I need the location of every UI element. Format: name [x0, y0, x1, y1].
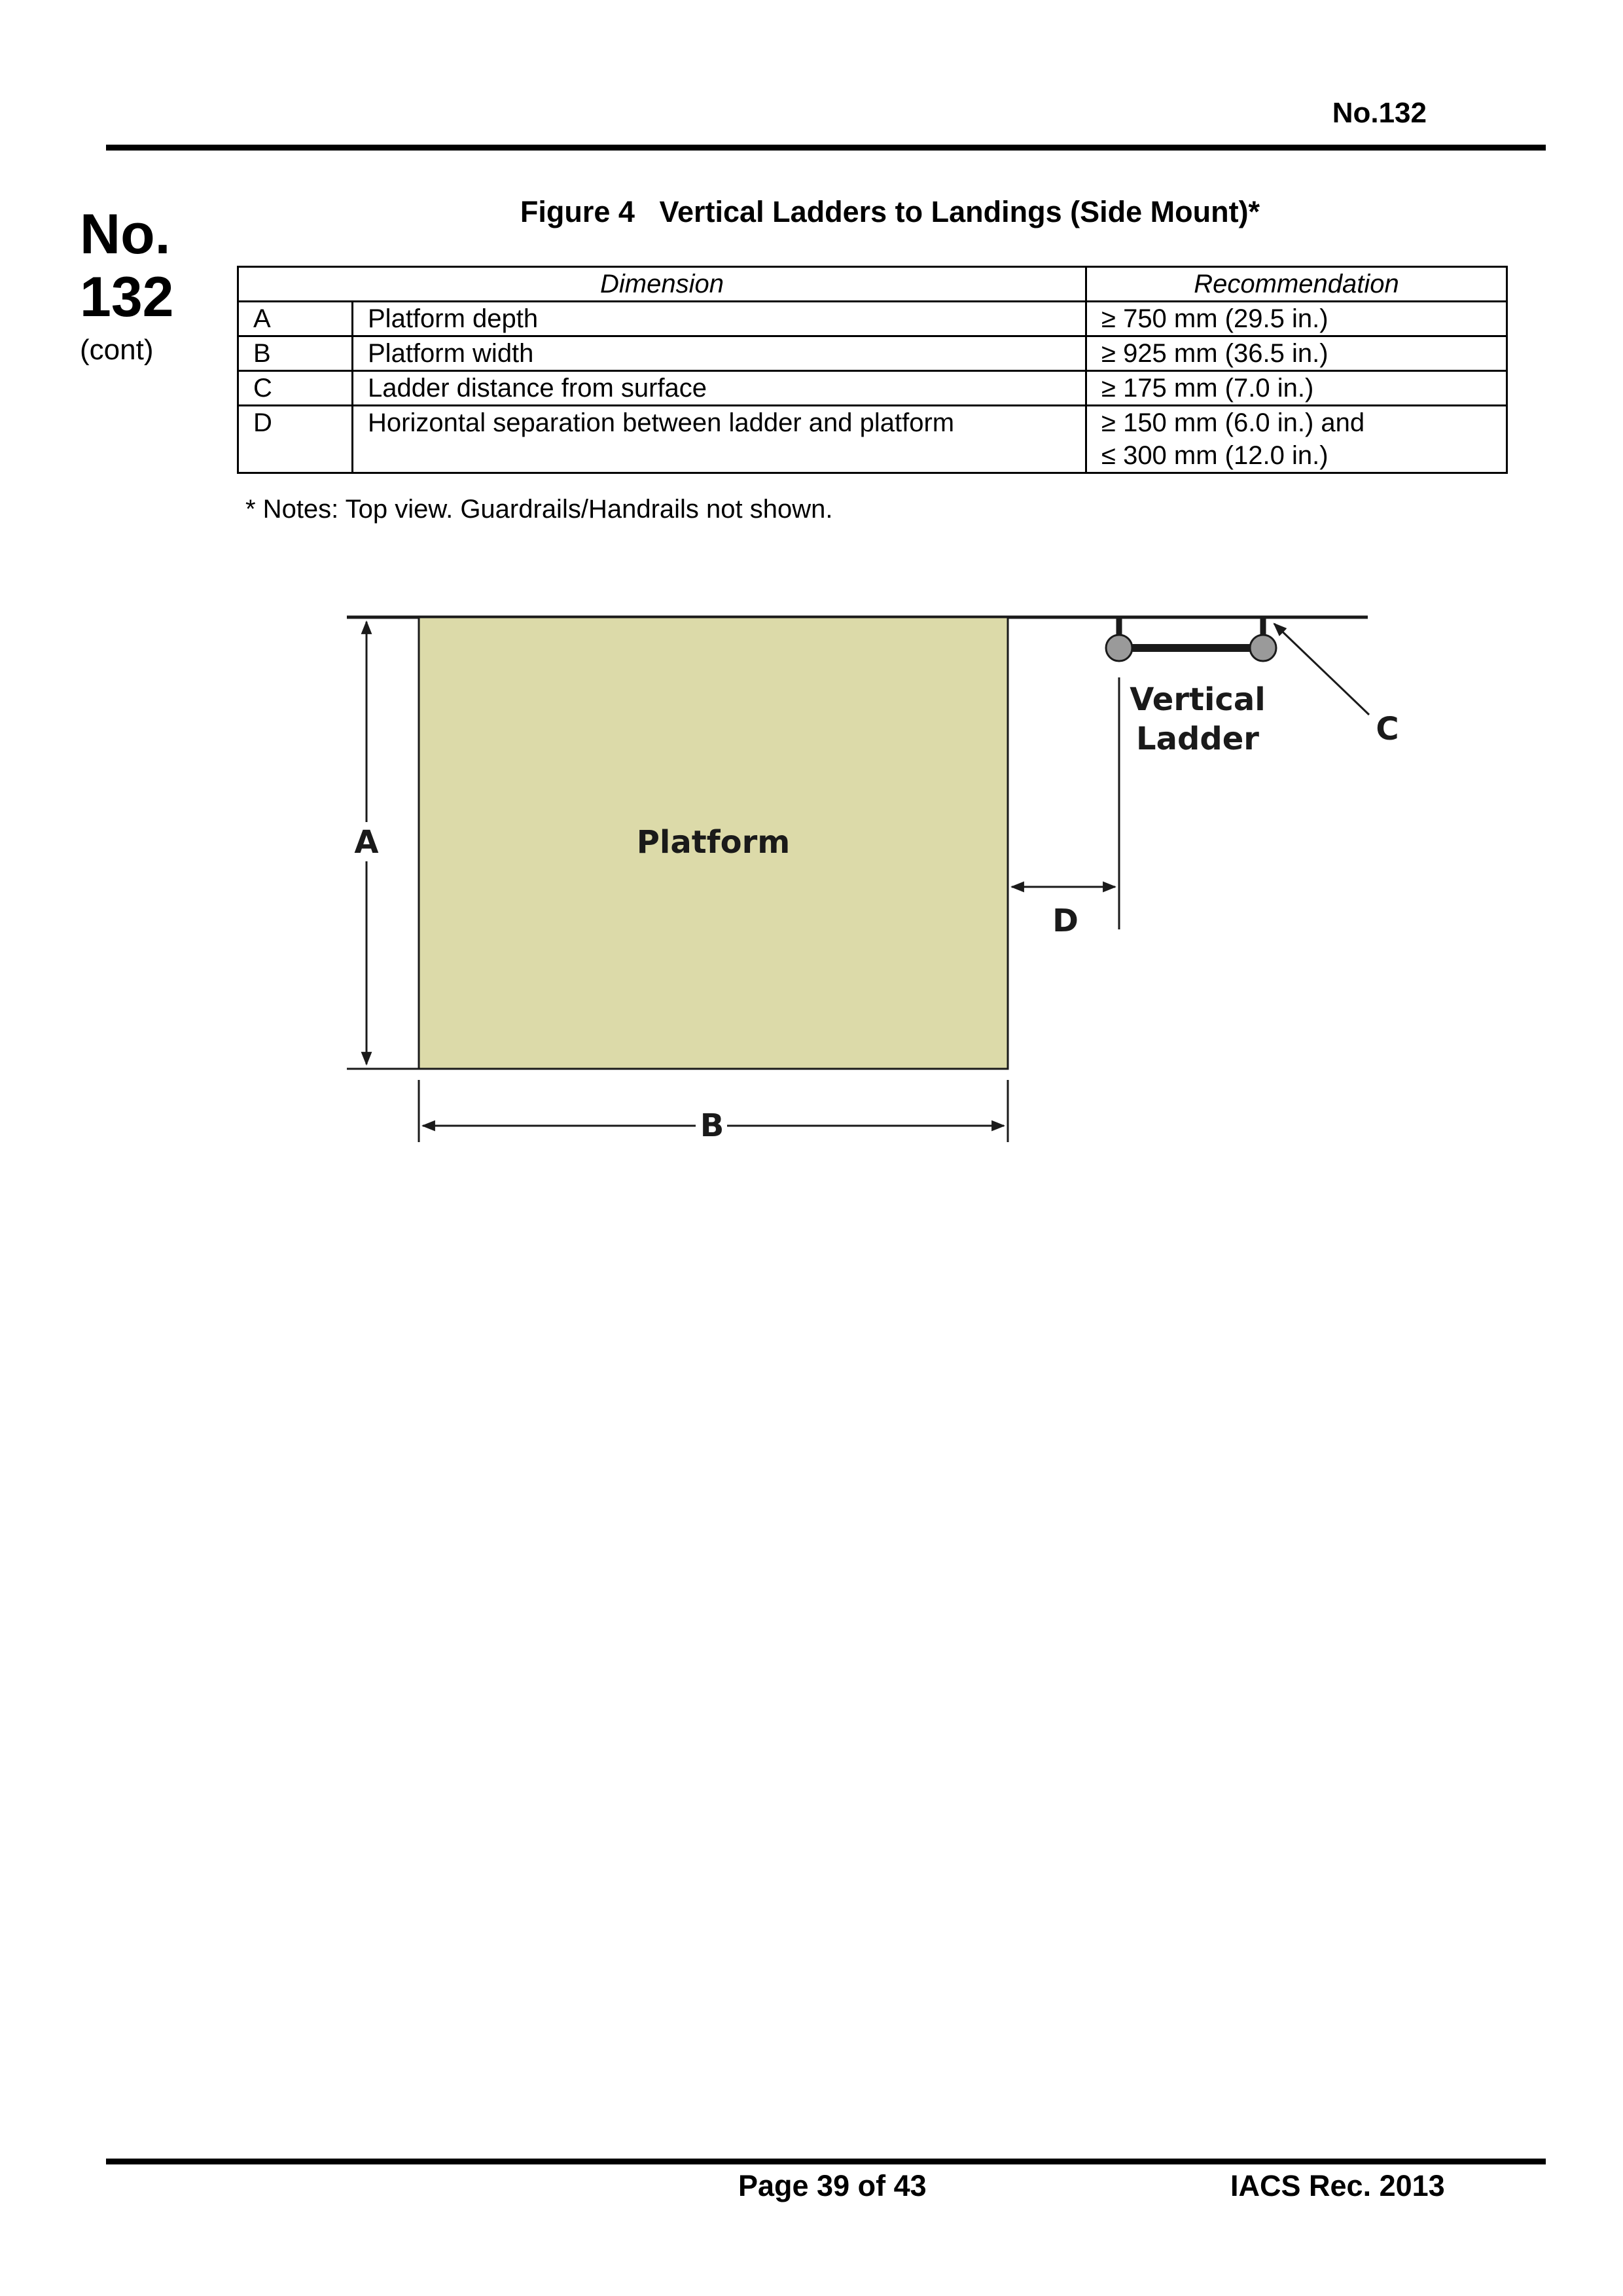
- rec-line: ≥ 150 mm (6.0 in.) and: [1101, 408, 1365, 437]
- figure-title: Figure 4 Vertical Ladders to Landings (Side Mount)*: [520, 195, 1260, 228]
- ladder-label-line2: Ladder: [1136, 721, 1259, 757]
- dimension-d-label: D: [1052, 903, 1079, 939]
- figure-notes: * Notes: Top view. Guardrails/Handrails not shown.: [245, 495, 833, 524]
- rec-line: ≥ 750 mm (29.5 in.): [1101, 304, 1329, 333]
- row-description: Ladder distance from surface: [353, 371, 1086, 406]
- doc-number: No.132: [1332, 97, 1427, 129]
- rec-line: ≥ 925 mm (36.5 in.): [1101, 339, 1329, 368]
- recommendation-header: Recommendation: [1086, 267, 1507, 302]
- row-key: C: [238, 371, 353, 406]
- row-description: Platform width: [353, 336, 1086, 371]
- rec-line: ≤ 300 mm (12.0 in.): [1101, 441, 1329, 470]
- dimension-b-label: B: [700, 1107, 724, 1144]
- row-description: Platform depth: [353, 302, 1086, 336]
- ladder-post-right: [1250, 635, 1276, 661]
- side-cont: (cont): [80, 334, 154, 366]
- footer-reference: IACS Rec. 2013: [1230, 2169, 1445, 2202]
- rec-line: ≥ 175 mm (7.0 in.): [1101, 374, 1314, 403]
- platform-label: Platform: [636, 824, 791, 861]
- footer-rule: [106, 2159, 1546, 2164]
- row-key: D: [238, 406, 353, 473]
- dimension-a-label: A: [354, 824, 379, 861]
- side-no-value: 132: [80, 266, 174, 329]
- row-description: Horizontal separation between ladder and platform: [353, 406, 1086, 473]
- row-key: A: [238, 302, 353, 336]
- page-number: Page 39 of 43: [738, 2169, 927, 2202]
- dimension-c-leader: [1274, 624, 1369, 715]
- dimension-header: Dimension: [238, 267, 1086, 302]
- ladder-post-left: [1106, 635, 1132, 661]
- row-key: B: [238, 336, 353, 371]
- dimension-c-label: C: [1376, 711, 1399, 747]
- side-no-label: No.: [80, 203, 171, 266]
- ladder-label-line1: Vertical: [1130, 681, 1266, 718]
